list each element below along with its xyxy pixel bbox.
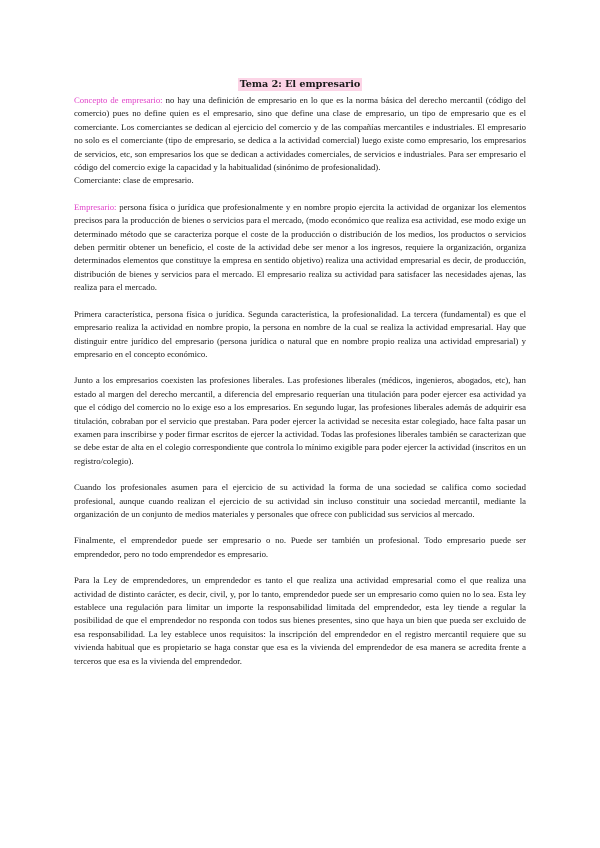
- paragraph-ley-emprendedores: [74, 574, 526, 668]
- document-title: Tema 2: El empresario: [239, 79, 361, 90]
- paragraph-text: persona física o jurídica que profesionalmente y en nombre propio ejercita la actividad de organizar los elementos precisos para la producción de bienes o servicios para el mercado, (modo económico que realiza esa actividad, ese modo exige un determinado método que se caracteriza porque el coste de la producción o distribución de los medios, los productos o servicios deben permitir obtener un beneficio, el coste de la actividad debe ser menor a los ingresos, requiere la organización, organiza determinados elementos que constituye la empresa en sentido objetivo) realiza una actividad empresarial es decir, de producción, distribución de bienes y servicios para el mercado. El empresario realiza su actividad para satisfacer las necesidades ajenas, las realiza para el mercado.: [74, 201, 526, 293]
- paragraph-profesiones-liberales: [74, 374, 526, 468]
- term-empresario: Empresario:: [74, 201, 117, 212]
- paragraph-emprendedor: [74, 534, 526, 561]
- paragraph-text: Primera característica, persona física o jurídica. Segunda característica, la profesionalidad. La tercera (fundamental) es que el empresario realiza la actividad en nombre propio, la persona en nombre de la cual se realiza la actividad empresarial. Hay que distinguir entre jurídico del empresario (persona jurídica o natural que en nombre propio realiza una actividad empresarial) y empresario en el concepto económico.: [74, 308, 526, 359]
- paragraph-text: Para la Ley de emprendedores, un emprendedor es tanto el que realiza una actividad empresarial como el que realiza una actividad de distinto carácter, es decir, civil, y, por lo tanto, emprendedor puede ser un empresario como quien no lo sea. Esta ley establece una regulación para limitar un importe la responsabilidad limitada del emprendedor, esta ley tiende a regular la posibilidad de que el emprendedor no responda con todos sus bienes presentes, sino que haya un bien que pueda ser excluido de esa responsabilidad. La ley establece unos requisitos: la inscripción del emprendedor en el registro mercantil requiere que su vivienda habitual que es propietario se haga constar que esa es la vivienda del emprendedor de esa manera se acredita frente a terceros que esa es la vivienda del emprendedor.: [74, 575, 526, 666]
- paragraph-text: Finalmente, el emprendedor puede ser empresario o no. Puede ser también un profesional. Todo empresario puede ser emprendedor, pero no todo emprendedor es empresario.: [74, 535, 526, 559]
- paragraph-sociedad-profesional: [74, 481, 526, 521]
- paragraph-caracteristicas: [74, 308, 526, 362]
- term-concepto: Concepto de empresario:: [74, 95, 163, 105]
- paragraph-text: no hay una definición de empresario en lo que es la norma básica del derecho mercantil (código del comercio) pues no define quien es el empresario, sino que define una clase de empresario, un tipo de empresario que es el comerciante. Los comerciantes se dedican al ejercicio del comercio y de las compañías mercantiles e industriales. El empresario no solo es el comerciante (tipo de empresario, se dedica a la actividad comercial) luego existe como empresario, los empresarios de servicios, etc, son empresarios los que se dedican a actividades comerciales, de servicios e industriales. Para ser empresario el código del comercio exige la capacidad y la habitualidad (sinónimo de profesionalidad).: [74, 95, 526, 173]
- paragraph-comerciante: [74, 174, 526, 187]
- paragraph-text: Comerciante: clase de empresario.: [74, 175, 194, 186]
- paragraph-text: Junto a los empresarios coexisten las profesiones liberales. Las profesiones liberales (médicos, ingenieros, abogados, etc), han estado al margen del derecho mercantil, a diferencia del empresario requerían una titulación para poder ejercer esa actividad ya que el código del comercio no lo exige eso a los empresarios. En segundo lugar, las profesiones liberales además de adquirir esa titulación, cobraban por el servicio que prestaban. Para poder ejercer la actividad se necesita estar colegiado, hace falta pasar un examen para inscribirse y poder firmar escritos de ejercer la actividad. Todas las profesiones liberales también se caracterizan que se debe estar de alta en el colegio correspondiente que controla lo mínimo exigible para poder ejercer la actividad (inscritos en un registro/colegio).: [74, 375, 526, 466]
- title-wrap: [74, 72, 526, 91]
- paragraph-concepto: [74, 94, 526, 174]
- paragraph-empresario: [74, 201, 526, 295]
- paragraph-text: Cuando los profesionales asumen para el ejercicio de su actividad la forma de una sociedad se califica como sociedad profesional, aunque cuando realizan el ejercicio de su actividad sin incluso constituir una sociedad mercantil, mediante la organización de un conjunto de medios materiales y personales que ofrece con publicidad sus servicios al mercado.: [74, 482, 526, 519]
